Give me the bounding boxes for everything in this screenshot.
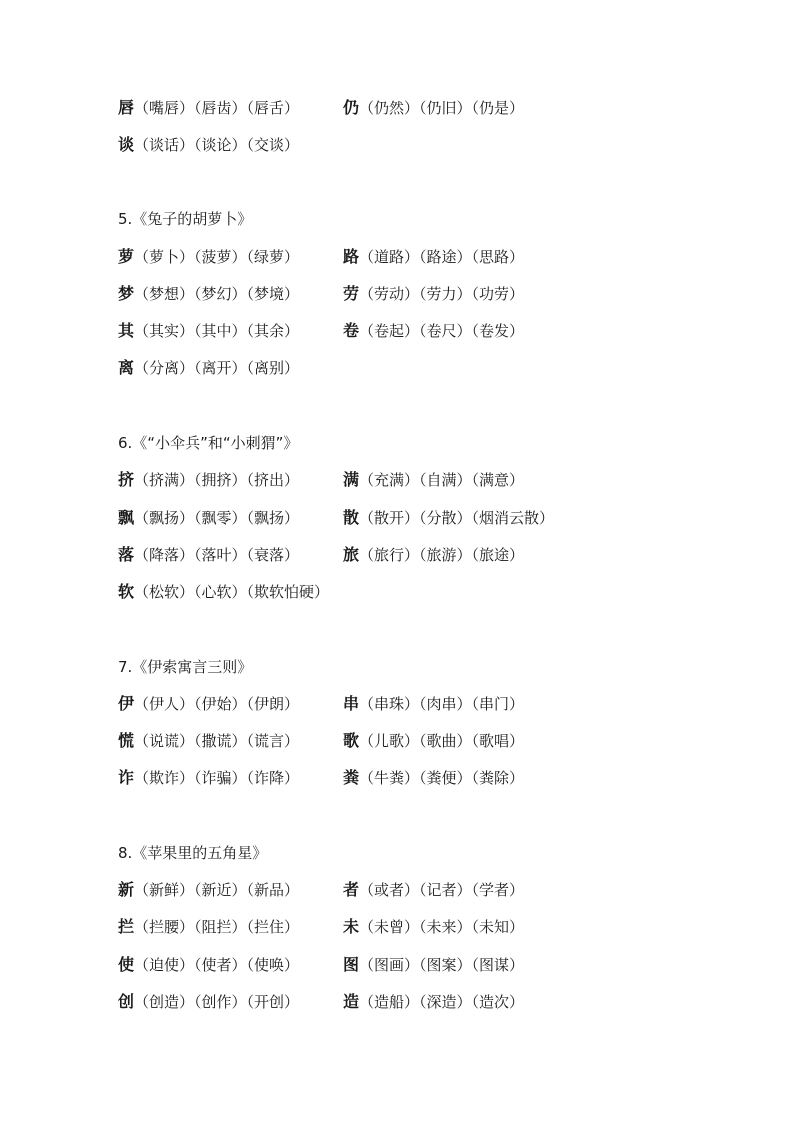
vocab-words: （道路）（路途）（思路） xyxy=(359,248,525,266)
vocab-entry xyxy=(118,468,299,492)
vocab-words: （嘴唇）（唇齿）（唇舌） xyxy=(134,99,300,117)
vocab-words: （挤满）（拥挤）（挤出） xyxy=(134,471,300,489)
vocab-words: （谈话）（谈论）（交谈） xyxy=(134,136,300,154)
vocab-words: （伊人）（伊始）（伊朗） xyxy=(134,695,300,713)
vocab-words: （卷起）（卷尺）（卷发） xyxy=(359,322,525,340)
vocab-char: 卷 xyxy=(343,321,360,340)
vocab-char: 落 xyxy=(118,545,135,564)
vocab-entry xyxy=(118,133,299,157)
vocab-entry xyxy=(343,96,524,120)
vocab-entry xyxy=(118,580,329,604)
vocab-char: 劳 xyxy=(343,284,360,303)
vocab-char: 串 xyxy=(343,694,360,713)
vocab-words: （分离）（离开）（离别） xyxy=(134,359,300,377)
vocab-char: 慌 xyxy=(118,731,135,750)
vocab-char: 软 xyxy=(118,582,135,601)
vocab-words: （欺诈）（诈骗）（诈降） xyxy=(134,769,300,787)
vocab-char: 满 xyxy=(343,470,360,489)
vocab-char: 诈 xyxy=(118,768,135,787)
vocab-entry xyxy=(118,319,299,343)
vocab-char: 者 xyxy=(343,880,360,899)
vocab-entry xyxy=(118,543,299,567)
lesson-heading: 6.《“小伞兵”和“小刺猬”》 xyxy=(118,434,299,452)
vocab-words: （牛粪）（粪便）（粪除） xyxy=(359,769,525,787)
vocab-words: （儿歌）（歌曲）（歌唱） xyxy=(359,732,525,750)
vocab-entry xyxy=(118,506,299,530)
vocab-words: （梦想）（梦幻）（梦境） xyxy=(134,285,300,303)
vocab-entry xyxy=(118,878,299,902)
vocab-entry xyxy=(118,356,299,380)
vocab-char: 离 xyxy=(118,358,135,377)
vocab-char: 仍 xyxy=(343,98,360,117)
vocab-entry xyxy=(343,506,554,530)
vocab-words: （迫使）（使者）（使唤） xyxy=(134,956,300,974)
vocab-entry xyxy=(343,543,524,567)
vocab-char: 旅 xyxy=(343,545,360,564)
vocab-entry xyxy=(343,245,524,269)
vocab-char: 其 xyxy=(118,321,135,340)
vocab-entry xyxy=(343,878,524,902)
vocab-entry xyxy=(343,953,524,977)
vocab-words: （其实）（其中）（其余） xyxy=(134,322,300,340)
vocab-words: （或者）（记者）（学者） xyxy=(359,881,525,899)
vocab-char: 图 xyxy=(343,955,360,974)
vocab-char: 拦 xyxy=(118,917,135,936)
vocab-char: 唇 xyxy=(118,98,135,117)
vocab-words: （劳动）（劳力）（功劳） xyxy=(359,285,525,303)
vocab-entry xyxy=(343,692,524,716)
vocab-char: 飘 xyxy=(118,508,135,527)
vocab-entry xyxy=(118,729,299,753)
vocab-words: （飘扬）（飘零）（飘扬） xyxy=(134,509,300,527)
vocab-entry xyxy=(118,692,299,716)
vocab-entry xyxy=(118,245,299,269)
vocab-entry xyxy=(343,729,524,753)
vocab-words: （未曾）（未来）（未知） xyxy=(359,918,525,936)
vocab-words: （旅行）（旅游）（旅途） xyxy=(359,546,525,564)
vocab-char: 未 xyxy=(343,917,360,936)
vocab-words: （创造）（创作）（开创） xyxy=(134,993,300,1011)
vocab-entry xyxy=(118,96,299,120)
vocab-words: （说谎）（撒谎）（谎言） xyxy=(134,732,300,750)
vocab-entry xyxy=(118,953,299,977)
vocab-char: 梦 xyxy=(118,284,135,303)
vocab-entry xyxy=(343,468,524,492)
vocab-words: （萝卜）（菠萝）（绿萝） xyxy=(134,248,300,266)
vocab-char: 伊 xyxy=(118,694,135,713)
vocab-entry xyxy=(343,319,524,343)
vocab-words: （充满）（自满）（满意） xyxy=(359,471,525,489)
vocab-entry xyxy=(118,915,299,939)
vocab-char: 使 xyxy=(118,955,135,974)
lesson-heading: 7.《伊索寓言三则》 xyxy=(118,658,253,676)
lesson-heading: 8.《苹果里的五角星》 xyxy=(118,844,268,862)
vocab-words: （新鲜）（新近）（新品） xyxy=(134,881,300,899)
vocab-entry xyxy=(343,915,524,939)
vocab-char: 造 xyxy=(343,992,360,1011)
vocab-words: （松软）（心软）（欺软怕硬） xyxy=(134,583,330,601)
vocab-char: 路 xyxy=(343,247,360,266)
vocab-char: 谈 xyxy=(118,135,135,154)
vocab-entry xyxy=(118,282,299,306)
vocab-words: （降落）（落叶）（衰落） xyxy=(134,546,300,564)
vocab-words: （仍然）（仍旧）（仍是） xyxy=(359,99,525,117)
vocab-words: （拦腰）（阻拦）（拦住） xyxy=(134,918,300,936)
vocab-char: 萝 xyxy=(118,247,135,266)
vocab-entry xyxy=(343,282,524,306)
lesson-heading: 5.《兔子的胡萝卜》 xyxy=(118,210,253,228)
vocab-words: （串珠）（肉串）（串门） xyxy=(359,695,525,713)
vocab-char: 歌 xyxy=(343,731,360,750)
vocab-words: （造船）（深造）（造次） xyxy=(359,993,525,1011)
vocab-char: 粪 xyxy=(343,768,360,787)
vocab-entry xyxy=(118,766,299,790)
vocab-entry xyxy=(343,766,524,790)
vocab-entry xyxy=(118,990,299,1014)
vocab-char: 新 xyxy=(118,880,135,899)
vocab-char: 创 xyxy=(118,992,135,1011)
vocab-char: 散 xyxy=(343,508,360,527)
vocab-words: （散开）（分散）（烟消云散） xyxy=(359,509,555,527)
vocab-words: （图画）（图案）（图谋） xyxy=(359,956,525,974)
vocab-char: 挤 xyxy=(118,470,135,489)
vocab-entry xyxy=(343,990,524,1014)
